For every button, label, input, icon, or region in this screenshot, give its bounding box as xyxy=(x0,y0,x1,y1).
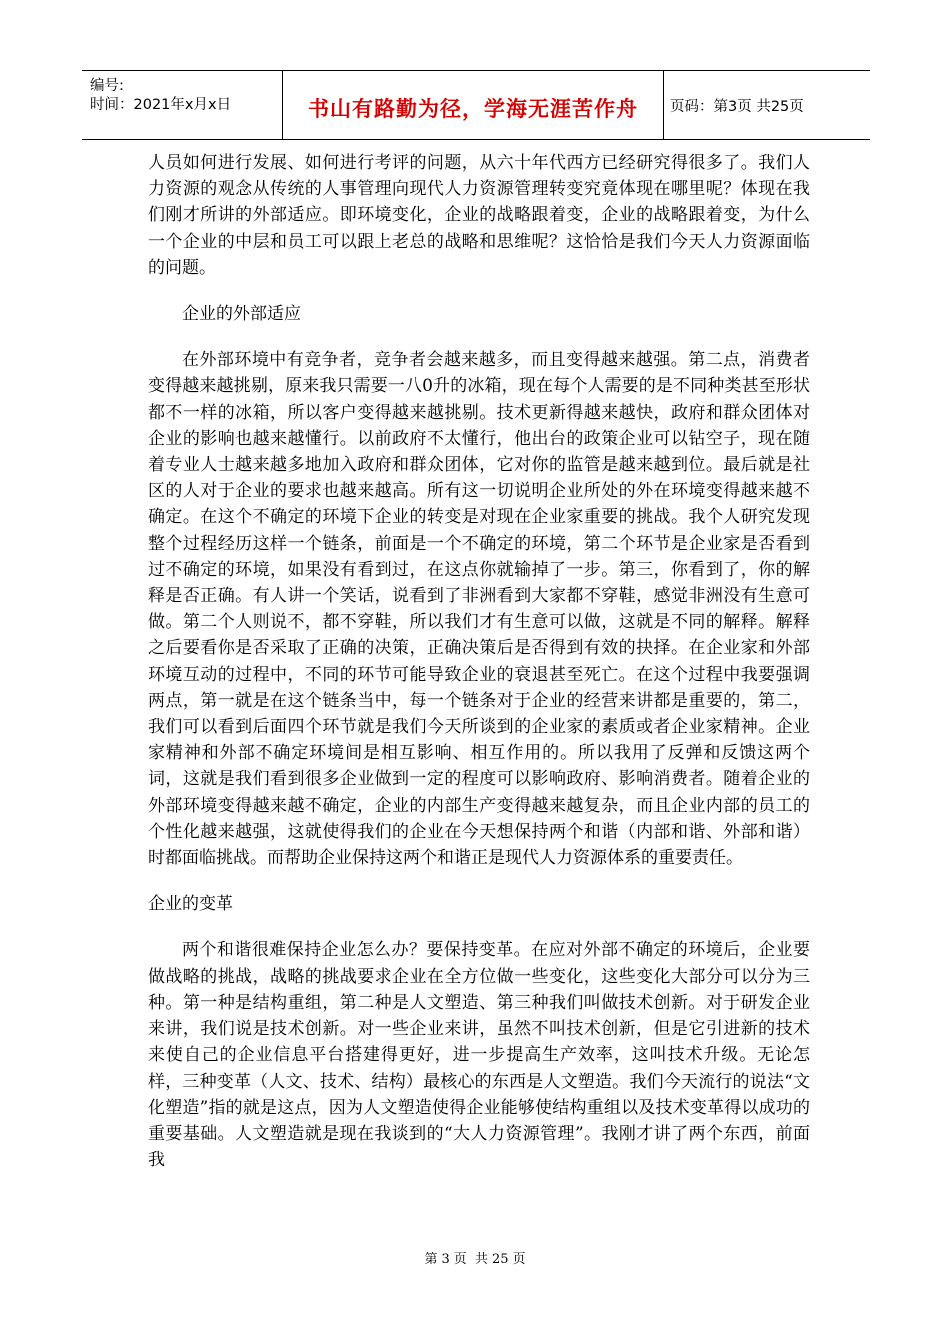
document-number-label: 编号: xyxy=(90,78,124,94)
header-page-cell xyxy=(664,71,870,139)
footer-mid: 页 共 xyxy=(453,1252,488,1267)
section-heading-enterprise-change: 企业的变革 xyxy=(148,894,233,915)
header-page-info: 页码：第3页 共25页 xyxy=(670,99,804,115)
header-motto-cell xyxy=(283,71,664,139)
header-meta-cell xyxy=(82,71,283,139)
paragraph-enterprise-change: 两个和谐很难保持企业怎么办？要保持变革。在应对外部不确定的环境后，企业要做战略的挑战，战略的挑战要求企业在全方位做一些变化，这些变化大部分可以分为三种。第一种是结构重组，第二种是人文塑造、第三种我们叫做技术创新。对于研发企业来讲，我们说是技术创新。对一些企业来讲，虽然不叫技术创新，但是它引进新的技术来使自己的企业信息平台搭建得更好，进一步提高生产效率，这叫技术升级。无论怎样，三种变革（人文、技术、结构）最核心的东西是人文塑造。我们今天流行的说法“文化塑造”指的就是这点，因为人文塑造使得企业能够使结构重组以及技术变革得以成功的重要基础。人文塑造就是现在我谈到的“大人力资源管理”。我刚才讲了两个东西，前面我 xyxy=(148,940,810,1171)
paragraph-intro: 人员如何进行发展、如何进行考评的问题，从六十年代西方已经研究得很多了。我们人力资源的观念从传统的人事管理向现代人力资源管理转变究竟体现在哪里呢？体现在我们刚才所讲的外部适应。即环境变化，企业的战略跟着变，企业的战略跟着变，为什么一个企业的中层和员工可以跟上老总的战略和思维呢？这恰恰是我们今天人力资源面临的问题。 xyxy=(148,153,810,278)
footer-suffix: 页 xyxy=(512,1252,526,1267)
document-time-label: 时间：2021年x月x日 xyxy=(90,97,232,113)
document-body xyxy=(148,150,810,1173)
footer-current-page: 3 xyxy=(441,1252,450,1267)
footer-prefix: 第 xyxy=(424,1252,438,1267)
paragraph-external-adaptation: 在外部环境中有竞争者，竞争者会越来越多，而且变得越来越强。第二点，消费者变得越来越挑剔，原来我只需要一八0升的冰箱，现在每个人需要的是不同种类甚至形状都不一样的冰箱，所以客户变得越来越挑剔。技术更新得越来越快，政府和群众团体对企业的影响也越来越懂行。以前政府不太懂行，他出台的政策企业可以钻空子，现在随着专业人士越来越多地加入政府和群众团体，它对你的监管是越来越到位。最后就是社区的人对于企业的要求也越来越高。所有这一切说明企业所处的外在环境变得越来越不确定。在这个不确定的环境下企业的转变是对现在企业家重要的挑战。我个人研究发现整个过程经历这样一个链条，前面是一个不确定的环境，第二个环节是企业家是否看到过不确定的环境，如果没有看到过，在这点你就输掉了一步。第三，你看到了，你的解释是否正确。有人讲一个笑话，说看到了非洲看到大家都不穿鞋，感觉非洲没有生意可做。第二个人则说不，都不穿鞋，所以我们才有生意可以做，这就是不同的解释。解释之后要看你是否采取了正确的决策，正确决策后是否得到有效的抉择。在企业家和外部环境互动的过程中，不同的环节可能导致企业的衰退甚至死亡。在这个过程中我要强调两点，第一就是在这个链条当中，每一个链条对于企业的经营来讲都是重要的，第二，我们可以看到后面四个环节就是我们今天所谈到的企业家的素质或者企业家精神。企业家精神和外部不确定环境间是相互影响、相互作用的。所以我用了反弹和反馈这两个词，这就是我们看到很多企业做到一定的程度可以影响政府、影响消费者。随着企业的外部环境变得越来越不确定，企业的内部生产变得越来越复杂，而且企业内部的员工的个性化越来越强，这就使得我们的企业在今天想保持两个和谐（内部和谐、外部和谐）时都面临挑战。而帮助企业保持这两个和谐正是现代人力资源体系的重要责任。 xyxy=(148,350,810,869)
document-header xyxy=(82,70,870,140)
header-motto: 书山有路勤为径，学海无涯苦作舟 xyxy=(308,97,638,121)
page-footer xyxy=(0,1248,950,1267)
footer-total-pages: 25 xyxy=(491,1252,509,1267)
section-heading-external-adaptation: 企业的外部适应 xyxy=(182,304,301,325)
